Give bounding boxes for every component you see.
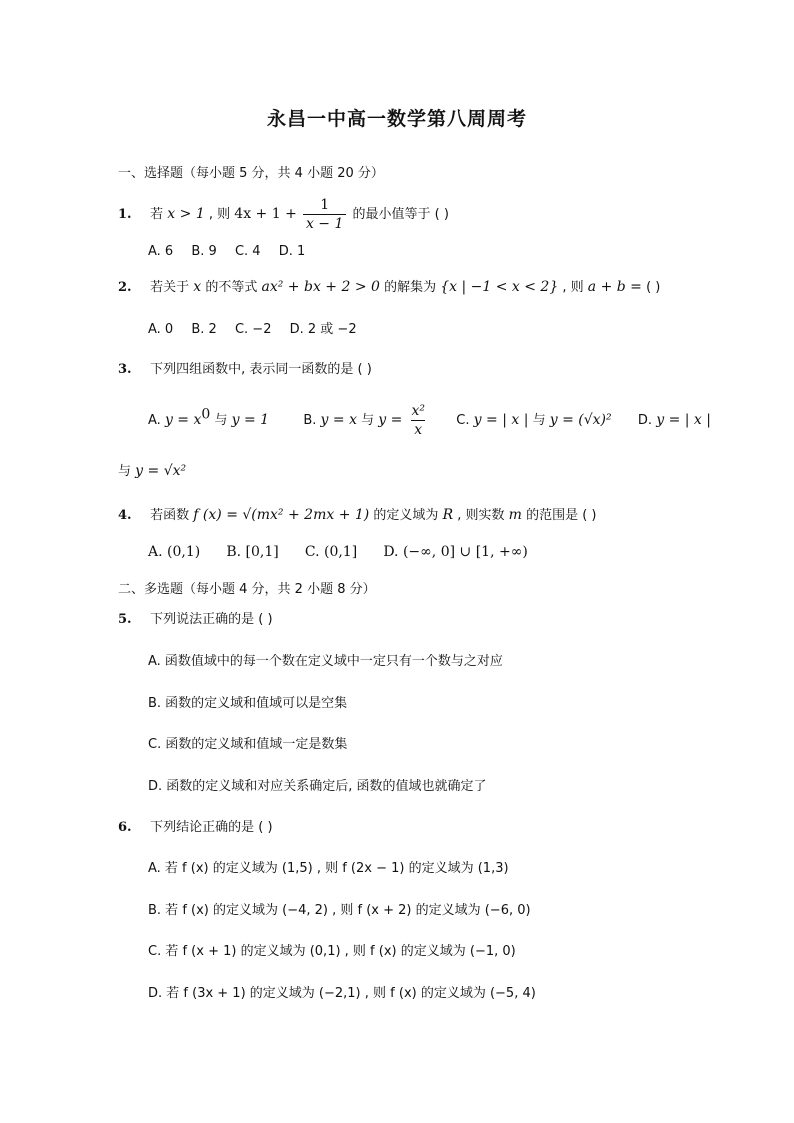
option-d[interactable]: D. 2 或 −2 (289, 322, 357, 337)
option-a[interactable]: A. $y = x^0$ 与 y = 1 (148, 406, 270, 428)
question-6-option-c[interactable]: C. 若 f (x + 1) 的定义域为 (0,1) , 则 f (x) 的定义域为 (−1, 0) (148, 944, 516, 959)
option-c[interactable]: C. (0,1] (304, 544, 358, 560)
option-d[interactable]: D. 1 (278, 244, 306, 259)
question-5-option-b[interactable]: B. 函数的定义域和值域可以是空集 (148, 696, 348, 711)
option-b[interactable]: B. 2 (191, 322, 217, 337)
option-c[interactable]: C. 4 (234, 244, 261, 259)
question-4-options (148, 544, 528, 560)
option-c[interactable]: C. y = | x | 与 y = (√x)² (456, 412, 612, 428)
page-title: 永昌一中高一数学第八周周考 (266, 108, 527, 130)
question-number: 1. (118, 207, 132, 222)
question-5: 5. 下列说法正确的是 ( ) (118, 612, 273, 627)
option-b[interactable]: B. 9 (191, 244, 217, 259)
question-number: 3. (118, 362, 132, 377)
question-2-options (148, 318, 357, 337)
question-6-option-d[interactable]: D. 若 f (3x + 1) 的定义域为 (−2,1) , 则 f (x) 的定义域为 (−5, 4) (148, 986, 536, 1001)
option-a[interactable]: A. 0 (148, 322, 174, 337)
question-6-option-b[interactable]: B. 若 f (x) 的定义域为 (−4, 2) , 则 f (x + 2) 的定义域为 (−6, 0) (148, 903, 531, 918)
fraction: $\frac{1}{x - 1}$ (303, 196, 346, 233)
question-1: 1. 若 x > 1 , 则 4x + 1 + $\frac{1}{x - 1}$ 的最小值等于 ( ) (118, 197, 449, 232)
option-a[interactable]: A. 6 (148, 244, 174, 259)
question-5-option-c[interactable]: C. 函数的定义域和值域一定是数集 (148, 737, 348, 752)
question-2: 2. 若关于 x 的不等式 ax² + bx + 2 > 0 的解集为 {x | −1 < x < 2} , 则 a + b = ( ) (118, 279, 661, 295)
option-c[interactable]: C. −2 (234, 322, 272, 337)
option-d[interactable]: D. y = | x | (637, 412, 711, 428)
section-heading-multi-choice: 二、多选题（每小题 4 分，共 2 小题 8 分） (118, 582, 376, 597)
question-3: 3. 下列四组函数中, 表示同一函数的是 ( ) (118, 362, 372, 377)
option-b[interactable]: B. y = x 与 y = $\frac{\text{x²}}{x}$ (303, 413, 434, 428)
question-number: 2. (118, 280, 132, 295)
question-1-options (148, 244, 305, 259)
fraction: $\frac{\text{x²}}{x}$ (411, 403, 426, 438)
question-5-option-d[interactable]: D. 函数的定义域和对应关系确定后, 函数的值域也就确定了 (148, 779, 487, 794)
question-5-option-a[interactable]: A. 函数值域中的每一个数在定义域中一定只有一个数与之对应 (148, 654, 503, 669)
question-4: 4. 若函数 f (x) = √(mx² + 2mx + 1) 的定义域为 R , 则实数 m 的范围是 ( ) (118, 507, 597, 523)
section-heading-single-choice: 一、选择题（每小题 5 分，共 4 小题 20 分） (118, 166, 384, 181)
question-3-options (148, 402, 711, 439)
question-3-option-d-continued: 与 y = √x² (118, 463, 187, 479)
option-d[interactable]: D. (−∞, 0] ∪ [1, +∞) (383, 544, 528, 560)
question-number: 6. (118, 820, 132, 835)
question-number: 4. (118, 508, 132, 523)
option-a[interactable]: A. (0,1) (148, 544, 201, 560)
question-6-option-a[interactable]: A. 若 f (x) 的定义域为 (1,5) , 则 f (2x − 1) 的定义域为 (1,3) (148, 861, 509, 876)
option-b[interactable]: B. [0,1] (226, 544, 279, 560)
question-6: 6. 下列结论正确的是 ( ) (118, 820, 273, 835)
question-number: 5. (118, 612, 132, 627)
